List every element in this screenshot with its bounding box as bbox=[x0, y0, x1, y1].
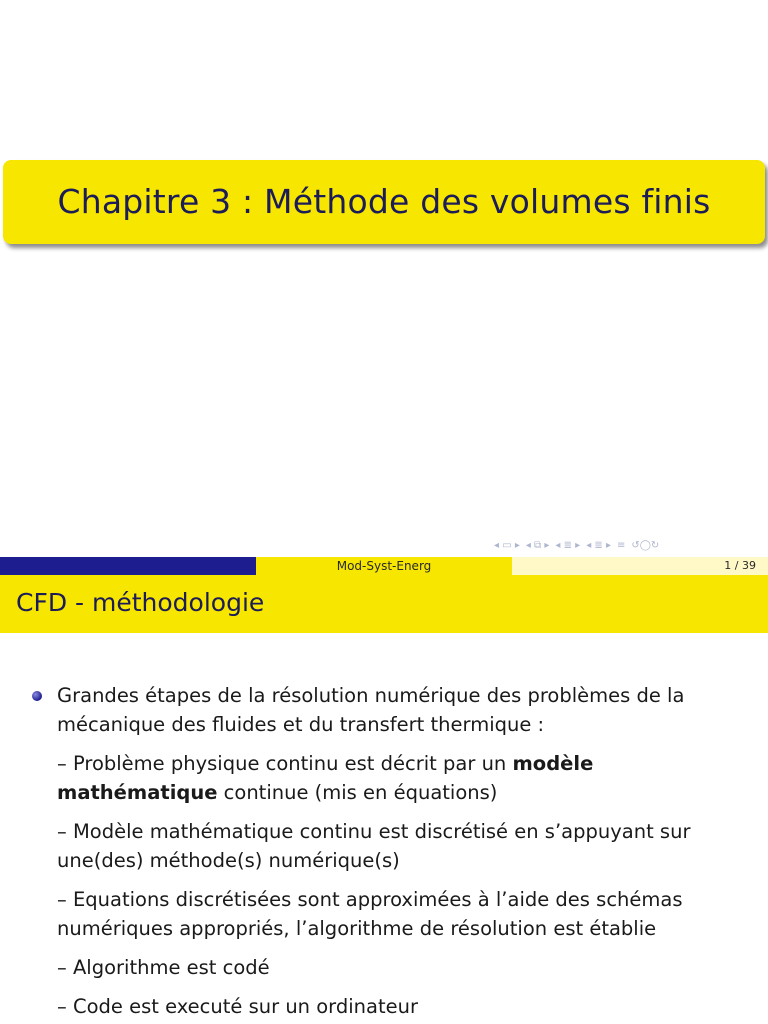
beamer-navigation-symbols[interactable] bbox=[494, 538, 764, 552]
item-text: – Problème physique continu est décrit par un bbox=[57, 752, 513, 775]
footer-left-block bbox=[0, 557, 256, 575]
nav-align-icon[interactable]: ≡ bbox=[616, 539, 626, 551]
list-item bbox=[57, 953, 760, 982]
item-bold-text: modèle mathématique bbox=[57, 752, 594, 804]
item-text: – Modèle mathématique continu est discrétisé en s’appuyant sur une(des) méthode(s) numérique(s) bbox=[57, 820, 691, 872]
nav-prev-section-icon[interactable]: ◂ ≣ ▸ bbox=[555, 539, 581, 551]
list-item bbox=[57, 885, 760, 943]
item-text-continued: continue (mis en équations) bbox=[217, 781, 498, 804]
nav-search-icon[interactable]: ↺◯↻ bbox=[631, 539, 660, 551]
footer-course-title: Mod-Syst-Energ bbox=[256, 557, 512, 575]
slide-2 bbox=[0, 557, 768, 1024]
item-text: – Equations discrétisées sont approximées à l’aide des schémas numériques appropriés, l’algorithme de résolution est établie bbox=[57, 888, 683, 940]
nav-prev-subsection-icon[interactable]: ◂ ⧉ ▸ bbox=[525, 539, 550, 551]
list-item bbox=[57, 992, 760, 1021]
bullet-text: Grandes étapes de la résolution numérique des problèmes de la mécanique des fluides et du transfert thermique : bbox=[57, 684, 685, 736]
footer-page-number: 1 / 39 bbox=[512, 557, 768, 575]
slide-footer bbox=[0, 557, 768, 575]
nav-prev-frame-icon[interactable]: ◂ ▭ ▸ bbox=[494, 539, 520, 551]
chapter-title: Chapitre 3 : Méthode des volumes finis bbox=[57, 182, 711, 221]
list-item bbox=[57, 817, 760, 875]
nav-next-section-icon[interactable]: ◂ ≣ ▸ bbox=[586, 539, 611, 551]
bullet-icon bbox=[32, 691, 42, 701]
bullet-item bbox=[32, 681, 760, 739]
item-text: – Algorithme est codé bbox=[57, 956, 270, 979]
list-item bbox=[57, 749, 760, 807]
frame-title: CFD - méthodologie bbox=[16, 588, 265, 617]
chapter-title-box bbox=[3, 160, 765, 244]
frame-title-bar bbox=[0, 575, 768, 633]
slide-content bbox=[32, 681, 760, 1021]
item-text: – Code est executé sur un ordinateur bbox=[57, 995, 418, 1018]
